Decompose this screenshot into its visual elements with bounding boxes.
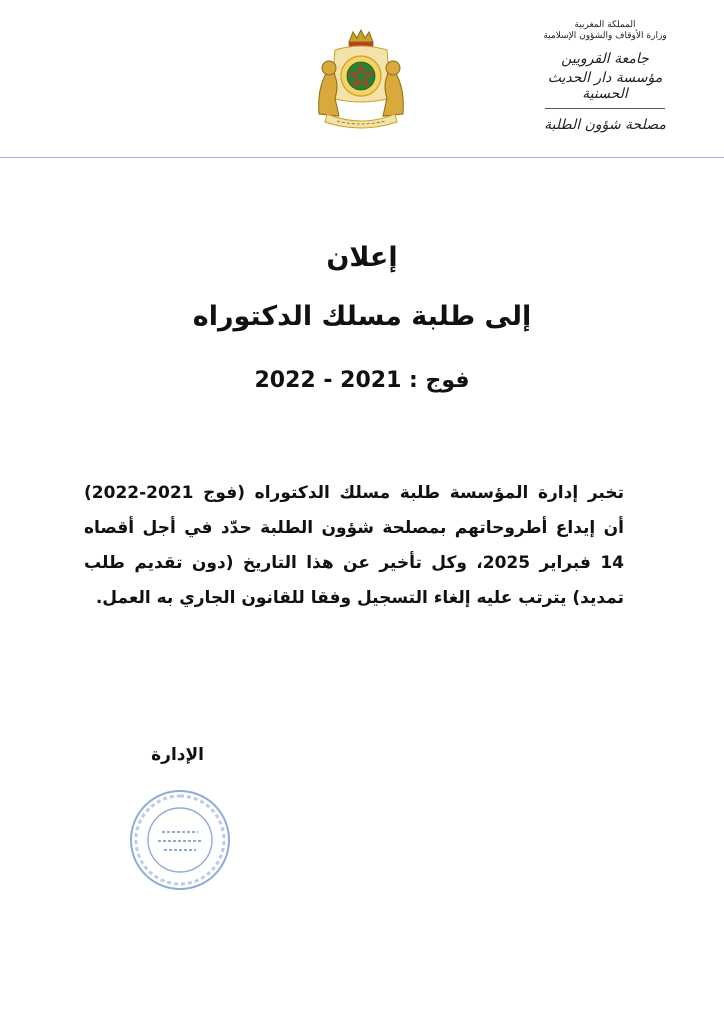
letterhead-department: مصلحة شؤون الطلبة — [544, 117, 666, 133]
letterhead — [530, 20, 680, 133]
royal-coat-of-arms-icon — [313, 28, 409, 132]
lion-right-head — [386, 61, 400, 75]
announcement-title: إعلان — [326, 242, 398, 273]
institution-stamp-icon — [128, 788, 232, 892]
signature-label: الإدارة — [151, 745, 204, 765]
letterhead-university: جامعة القرويين — [561, 51, 649, 67]
body-line-3: 14 فبراير 2025، وكل تأخير عن هذا التاريخ (دون تقديم طلب — [84, 553, 624, 573]
announcement-body — [84, 476, 624, 616]
letterhead-divider — [545, 108, 665, 109]
letterhead-ministry: وزارة الأوقاف والشؤون الإسلامية — [543, 31, 667, 41]
body-line-2: أن إيداع أطروحاتهم بمصلحة شؤون الطلبة حدّد في أجل أقصاه — [84, 518, 624, 538]
letterhead-kingdom: المملكة المغربية — [574, 20, 636, 30]
body-line-1: تخبر إدارة المؤسسة طلبة مسلك الدكتوراه (فوج 2021-2022) — [84, 483, 624, 503]
body-line-4: تمديد) يترتب عليه إلغاء التسجيل وفقا للقانون الجاري به العمل. — [95, 588, 624, 608]
crown-shape — [349, 30, 373, 42]
announcement-audience: إلى طلبة مسلك الدكتوراه — [192, 301, 532, 332]
cohort-line: فوج : 2021 - 2022 — [254, 368, 470, 393]
letterhead-institution: مؤسسة دار الحديث الحسنية — [547, 70, 663, 102]
lion-left-head — [322, 61, 336, 75]
header-divider — [0, 157, 724, 158]
